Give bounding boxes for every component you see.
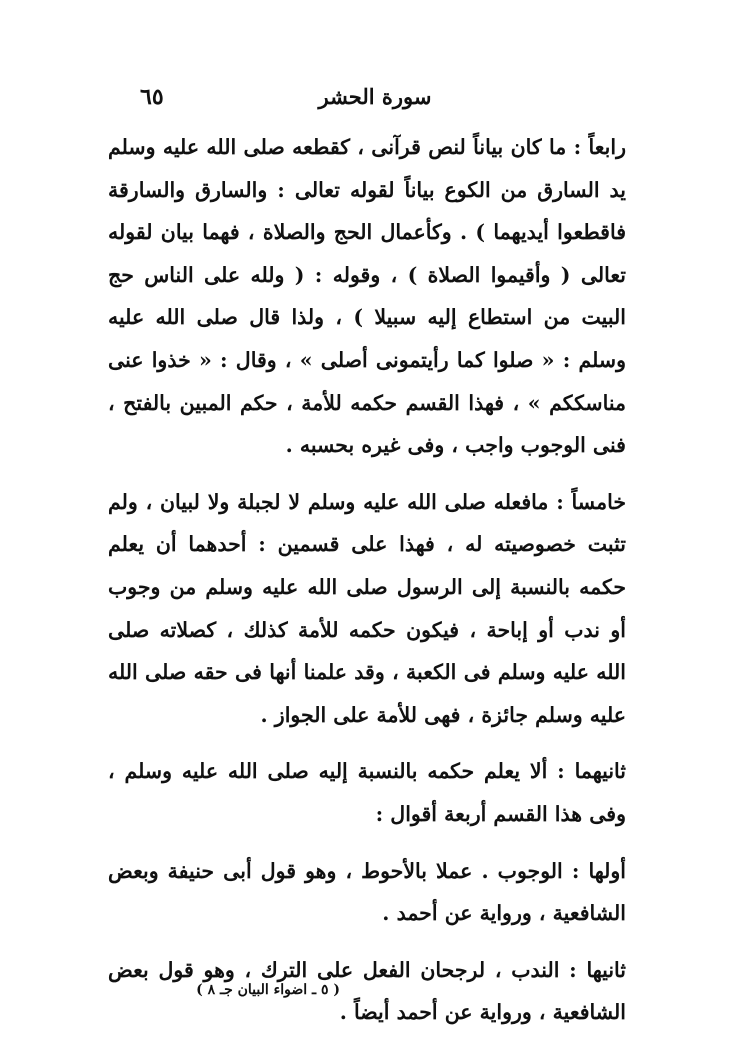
paragraph-first-opinion: أولها : الوجوب . عملا بالأحوط ، وهو قول أبى حنيفة وبعض الشافعية ، ورواية عن أحمد . — [108, 858, 626, 926]
page-number: ٦٥ — [140, 84, 164, 110]
paragraph-fourth: رابعاً : ما كان بياناً لنص قرآنى ، كقطعه صلى الله عليه وسلم يد السارق من الكوع بياناً لقوله تعالى : والسارق والسارقة فاقطعوا أيديهما ) . وكأعمال الحج والصلاة ، فهما بيان لقوله تعالى ( وأقيموا الصلاة ) ، وقوله : ( ولله على الناس حج البيت من استطاع إليه سبيلا ) ، ولذا قال صلى الله عليه وسلم : « صلوا كما رأيتمونى أصلى » ، وقال : « خذوا عنى مناسككم » ، فهذا القسم حكمه للأمة ، حكم المبين بالفتح ، فنى الوجوب واجب ، وفى غيره بحسبه . — [108, 135, 626, 458]
signature-mark: ( ٥ ـ اضواء البيان جـ ٨ ) — [196, 982, 340, 998]
paragraph-second-section: ثانيهما : ألا يعلم حكمه بالنسبة إليه صلى الله عليه وسلم ، وفى هذا القسم أربعة أقوال : — [108, 759, 626, 826]
running-title: سورة الحشر — [318, 84, 432, 109]
paragraph-fifth: خامساً : مافعله صلى الله عليه وسلم لا لجبلة ولا لبيان ، ولم تثبت خصوصيته له ، فهذا على قسمين : أحدهما أن يعلم حكمه بالنسبة إلى الرسول صلى الله عليه وسلم من وجوب أو ندب أو إباحة ، فيكون حكمه للأمة كذلك ، كصلاته صلى الله عليه وسلم فى الكعبة ، وقد علمنا أنها فى حقه صلى الله عليه وسلم جائزة ، فهى للأمة على الجواز . — [108, 489, 626, 727]
body-text — [108, 126, 626, 1034]
paragraph-second-opinion: ثانيها : الندب ، لرجحان الفعل على الترك ، وهو قول بعض الشافعية ، ورواية عن أحمد أيضاً . — [108, 957, 626, 1025]
page-header — [140, 84, 600, 114]
